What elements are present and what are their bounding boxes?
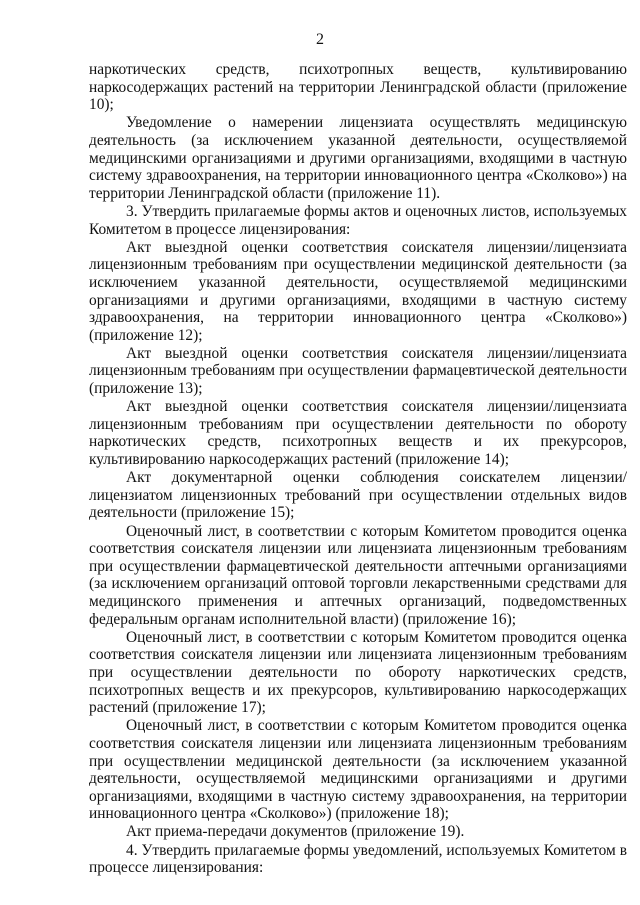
paragraph-clause-4: 4. Утвердить прилагаемые формы уведомлений, используемых Комитетом в процессе лицензирования: <box>89 841 627 877</box>
paragraph-item-10-continuation: наркотических средств, психотропных веществ, культивированию наркосодержащих растений на территории Ленинградской области (приложение 10); <box>89 61 627 114</box>
paragraph-checklist-item-17: Оценочный лист, в соответствии с которым Комитетом проводится оценка соответствия соискателя лицензии или лицензиата лицензионным требованиям при осуществлении деятельности по обороту наркотических средств, психотропных веществ и их прекурсоров, культивированию наркосодержащих растений (приложение 17); <box>89 628 627 717</box>
paragraph-clause-3: 3. Утвердить прилагаемые формы актов и оценочных листов, используемых Комитетом в процессе лицензирования: <box>89 202 627 238</box>
paragraph-act-item-12: Акт выездной оценки соответствия соискателя лицензии/лицензиата лицензионным требованиям при осуществлении медицинской деятельности (за исключением указанной деятельности, осуществляемой медицинскими организациями и другими организациями, входящими в частную систему здравоохранения, на территории инновационного центра «Сколково») (приложение 12); <box>89 238 627 344</box>
paragraph-act-item-13: Акт выездной оценки соответствия соискателя лицензии/лицензиата лицензионным требованиям при осуществлении фармацевтической деятельности (приложение 13); <box>89 344 627 398</box>
document-body <box>89 61 627 877</box>
paragraph-notification-item-11: Уведомление о намерении лицензиата осуществлять медицинскую деятельность (за исключением указанной деятельности, осуществляемой медицинскими организациями и другими организациями, входящими в частную систему здравоохранения, на территории инновационного центра «Сколково») на территории Ленинградской области (приложение 11). <box>89 114 627 202</box>
paragraph-checklist-item-18: Оценочный лист, в соответствии с которым Комитетом проводится оценка соответствия соискателя лицензии или лицензиата лицензионным требованиям при осуществлении медицинской деятельности (за исключением указанной деятельности, осуществляемой медицинскими организациями и другими организациями, входящими в частную систему здравоохранения, на территории инновационного центра «Сколково») (приложение 18); <box>89 717 627 823</box>
paragraph-checklist-item-16: Оценочный лист, в соответствии с которым Комитетом проводится оценка соответствия соискателя лицензии или лицензиата лицензионным требованиям при осуществлении фармацевтической деятельности аптечными организациями (за исключением организаций оптовой торговли лекарственными средствами для медицинского применения и аптечных организаций, подведомственных федеральным органам исполнительной власти) (приложение 16); <box>89 522 627 628</box>
paragraph-act-item-14: Акт выездной оценки соответствия соискателя лицензии/лицензиата лицензионным требованиям при осуществлении деятельности по обороту наркотических средств, психотропных веществ и их прекурсоров, культивированию наркосодержащих растений (приложение 14); <box>89 398 627 469</box>
paragraph-act-item-19: Акт приема-передачи документов (приложение 19). <box>126 823 465 841</box>
page-number: 2 <box>316 31 324 48</box>
paragraph-act-item-15: Акт документарной оценки соблюдения соискателем лицензии/лицензиатом лицензионных требований при осуществлении отдельных видов деятельности (приложение 15); <box>89 469 627 522</box>
